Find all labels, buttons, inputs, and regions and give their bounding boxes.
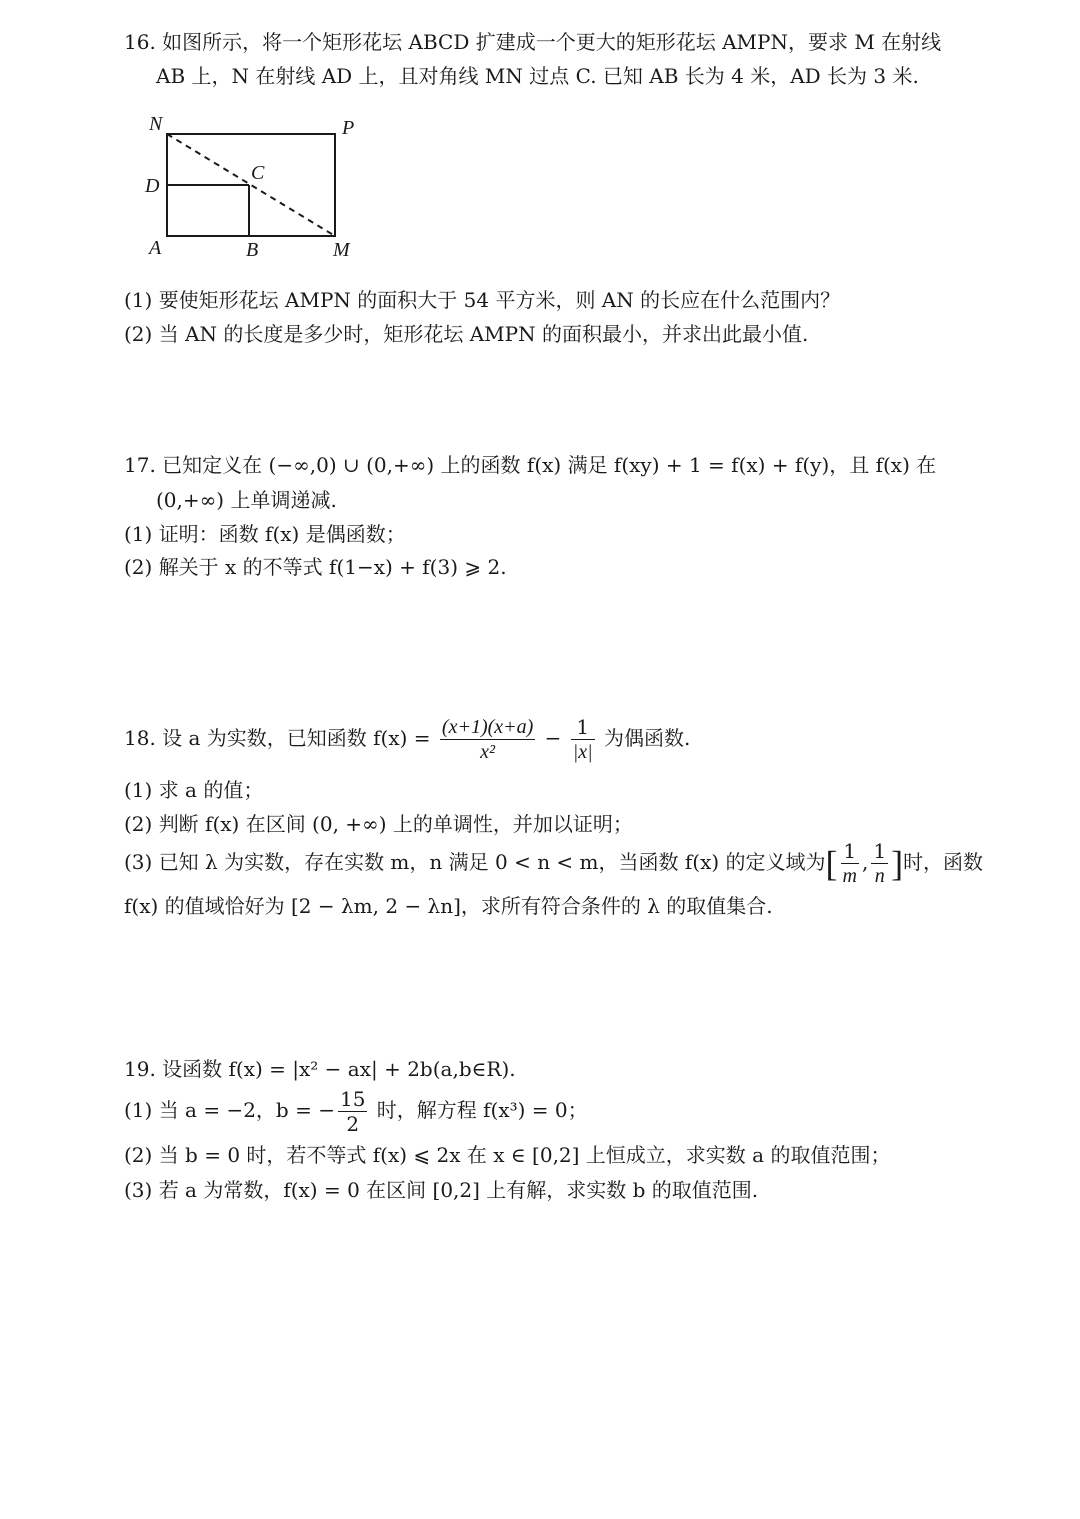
q18-tail: 为偶函数. bbox=[597, 726, 691, 750]
q18-part3-line2: f(x) 的值域恰好为 [2 − λm, 2 − λn]，求所有符合条件的 λ 的取值集合. bbox=[124, 894, 773, 918]
q17-part2: (2) 解关于 x 的不等式 f(1−x) + f(3) ⩾ 2. bbox=[124, 555, 507, 579]
q18-frac2-den: |x| bbox=[572, 741, 593, 763]
q16-part2: (2) 当 AN 的长度是多少时，矩形花坛 AMPN 的面积最小，并求出此最小值. bbox=[124, 322, 809, 346]
q16-stem-line1: 16. 如图所示，将一个矩形花坛 ABCD 扩建成一个更大的矩形花坛 AMPN，要求 M 在射线 bbox=[124, 30, 942, 54]
q16-stem-line2: AB 上，N 在射线 AD 上，且对角线 MN 过点 C. 已知 AB 长为 4 米，AD 长为 3 米. bbox=[156, 64, 919, 88]
q18-frac2-num: 1 bbox=[571, 715, 595, 740]
q19-stem: 19. 设函数 f(x) = |x² − ax| + 2b(a,b∈R). bbox=[124, 1057, 516, 1081]
q18-part1: (1) 求 a 的值； bbox=[124, 778, 264, 802]
q18-p3-frac-1m bbox=[841, 839, 859, 888]
q18-p3-lead: (3) 已知 λ 为实数，存在实数 m，n 满足 0 < n < m，当函数 f(x) 的定义域为 bbox=[124, 850, 826, 874]
label-C: C bbox=[251, 162, 265, 184]
q18-part3-line1: (3) 已知 λ 为实数，存在实数 m，n 满足 0 < n < m，当函数 f(x) 的定义域为[ $\frac{1}{m}$ , $\frac{1}{n}$ ]时，函数 bbox=[124, 839, 984, 887]
q18-part2: (2) 判断 f(x) 在区间 (0, +∞) 上的单调性，并加以证明； bbox=[124, 812, 633, 836]
q19-part2: (2) 当 b = 0 时，若不等式 f(x) ⩽ 2x 在 x ∈ [0,2] 上恒成立，求实数 a 的取值范围； bbox=[124, 1143, 891, 1167]
q19-part1 bbox=[124, 1084, 588, 1136]
q18-p3-f1-num: 1 bbox=[841, 839, 859, 864]
q18-p3-frac-1n bbox=[871, 839, 888, 888]
q18-p3-tail: 时，函数 bbox=[903, 850, 984, 874]
q18-minus: − bbox=[538, 726, 568, 750]
q19-part3: (3) 若 a 为常数，f(x) = 0 在区间 [0,2] 上有解，求实数 b 的取值范围. bbox=[124, 1178, 759, 1202]
q18-fraction-1 bbox=[440, 715, 535, 764]
q19-p1-frac-den: 2 bbox=[346, 1112, 360, 1136]
q19-p1-frac-num: 15 bbox=[339, 1087, 366, 1111]
q19-p1-lead: (1) 当 a = −2，b = − bbox=[124, 1098, 335, 1122]
label-P: P bbox=[342, 117, 355, 139]
q18-p3-f2-den: n bbox=[874, 865, 885, 887]
q18-stem bbox=[124, 708, 690, 768]
q16-part1: (1) 要使矩形花坛 AMPN 的面积大于 54 平方米，则 AN 的长应在什么范围内？ bbox=[124, 288, 841, 312]
label-B: B bbox=[246, 239, 259, 261]
label-A: A bbox=[149, 237, 162, 259]
q18-frac1-num: (x+1)(x+a) bbox=[441, 716, 534, 738]
q19-p1-tail: 时，解方程 f(x³) = 0； bbox=[370, 1098, 588, 1122]
q18-fraction-2 bbox=[571, 715, 595, 764]
interval-open-bracket: [ bbox=[825, 843, 838, 884]
q18-lead: 18. 设 a 为实数，已知函数 f(x) = bbox=[124, 726, 437, 750]
q17-stem-line1: 17. 已知定义在 (−∞,0) ∪ (0,+∞) 上的函数 f(x) 满足 f(xy) + 1 = f(x) + f(y)，且 f(x) 在 bbox=[124, 453, 937, 477]
label-N: N bbox=[149, 113, 163, 135]
q18-p3-f1-den: m bbox=[842, 865, 857, 887]
q18-frac1-den: x² bbox=[480, 741, 496, 763]
label-M: M bbox=[333, 239, 350, 261]
interval-close-bracket: ] bbox=[891, 843, 904, 884]
q18-p3-f2-num: 1 bbox=[873, 839, 887, 863]
q17-stem-line2: (0,+∞) 上单调递减. bbox=[156, 488, 337, 512]
label-D: D bbox=[145, 175, 160, 197]
q16-figure bbox=[140, 108, 380, 268]
q19-p1-fraction bbox=[338, 1087, 367, 1136]
q17-part1: (1) 证明：函数 f(x) 是偶函数； bbox=[124, 522, 406, 546]
